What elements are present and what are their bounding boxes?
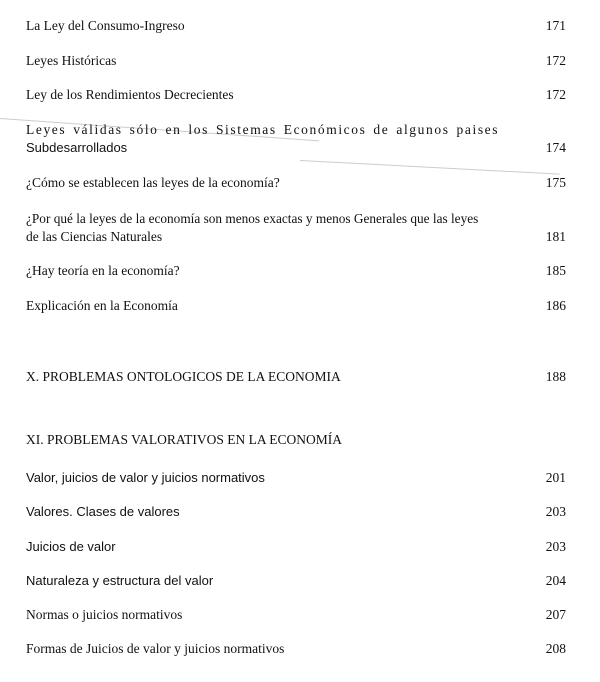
chapter-title: XI. PROBLEMAS VALORATIVOS EN LA ECONOMÍA (26, 432, 343, 447)
entry-title: Normas o juicios normativos (26, 607, 183, 622)
entry-page: 172 (545, 53, 566, 68)
toc-entry (26, 469, 566, 487)
toc-entry (26, 572, 566, 590)
entry-page: 201 (545, 470, 566, 485)
entry-page: 203 (545, 539, 566, 554)
entry-title: Leyes Históricas (26, 53, 117, 68)
entry-page: 171 (545, 18, 566, 33)
toc-entry (26, 640, 566, 658)
entry-page: 186 (545, 298, 566, 313)
entry-page: 172 (545, 87, 566, 102)
entry-title: Ley de los Rendimientos Decrecientes (26, 87, 234, 102)
entry-page: 207 (545, 607, 566, 622)
toc-entry (26, 52, 566, 70)
entry-page: 174 (545, 140, 566, 155)
entry-title: Valores. Clases de valores (26, 504, 180, 519)
toc-entry (26, 121, 566, 157)
toc-entry (26, 606, 566, 624)
entry-title: Explicación en la Economía (26, 298, 178, 313)
entry-title: Formas de Juicios de valor y juicios normativos (26, 641, 285, 656)
entry-page: 188 (545, 369, 566, 384)
entry-page: 181 (545, 229, 566, 244)
toc-chapter (26, 431, 566, 449)
toc-entry (26, 262, 566, 280)
toc-entry (26, 86, 566, 104)
entry-title-continued: Subdesarrollados (26, 140, 128, 155)
toc-entry (26, 503, 566, 521)
entry-title: La Ley del Consumo-Ingreso (26, 18, 185, 33)
entry-title: Juicios de valor (26, 539, 116, 554)
toc-entry (26, 538, 566, 556)
chapter-title: X. PROBLEMAS ONTOLOGICOS DE LA ECONOMIA (26, 369, 341, 384)
entry-title: ¿Cómo se establecen las leyes de la economía? (26, 175, 280, 190)
toc-entry (26, 210, 566, 246)
toc-entry (26, 17, 566, 35)
scan-artifact (300, 160, 560, 175)
entry-title: Valor, juicios de valor y juicios normativos (26, 470, 265, 485)
entry-page: 185 (545, 263, 566, 278)
entry-title: Leyes válidas sólo en los Sistemas Económicos de algunos paises (26, 122, 500, 137)
toc-chapter (26, 368, 566, 386)
toc-entry (26, 174, 566, 192)
entry-page: 203 (545, 504, 566, 519)
entry-title-continued: de las Ciencias Naturales (26, 229, 163, 244)
entry-page: 208 (545, 641, 566, 656)
entry-title: ¿Hay teoría en la economía? (26, 263, 180, 278)
entry-page: 204 (545, 573, 566, 588)
toc-entry (26, 297, 566, 315)
entry-title: Naturaleza y estructura del valor (26, 573, 214, 588)
entry-page: 175 (545, 175, 566, 190)
entry-title: ¿Por qué la leyes de la economía son menos exactas y menos Generales que las leyes (26, 211, 479, 226)
